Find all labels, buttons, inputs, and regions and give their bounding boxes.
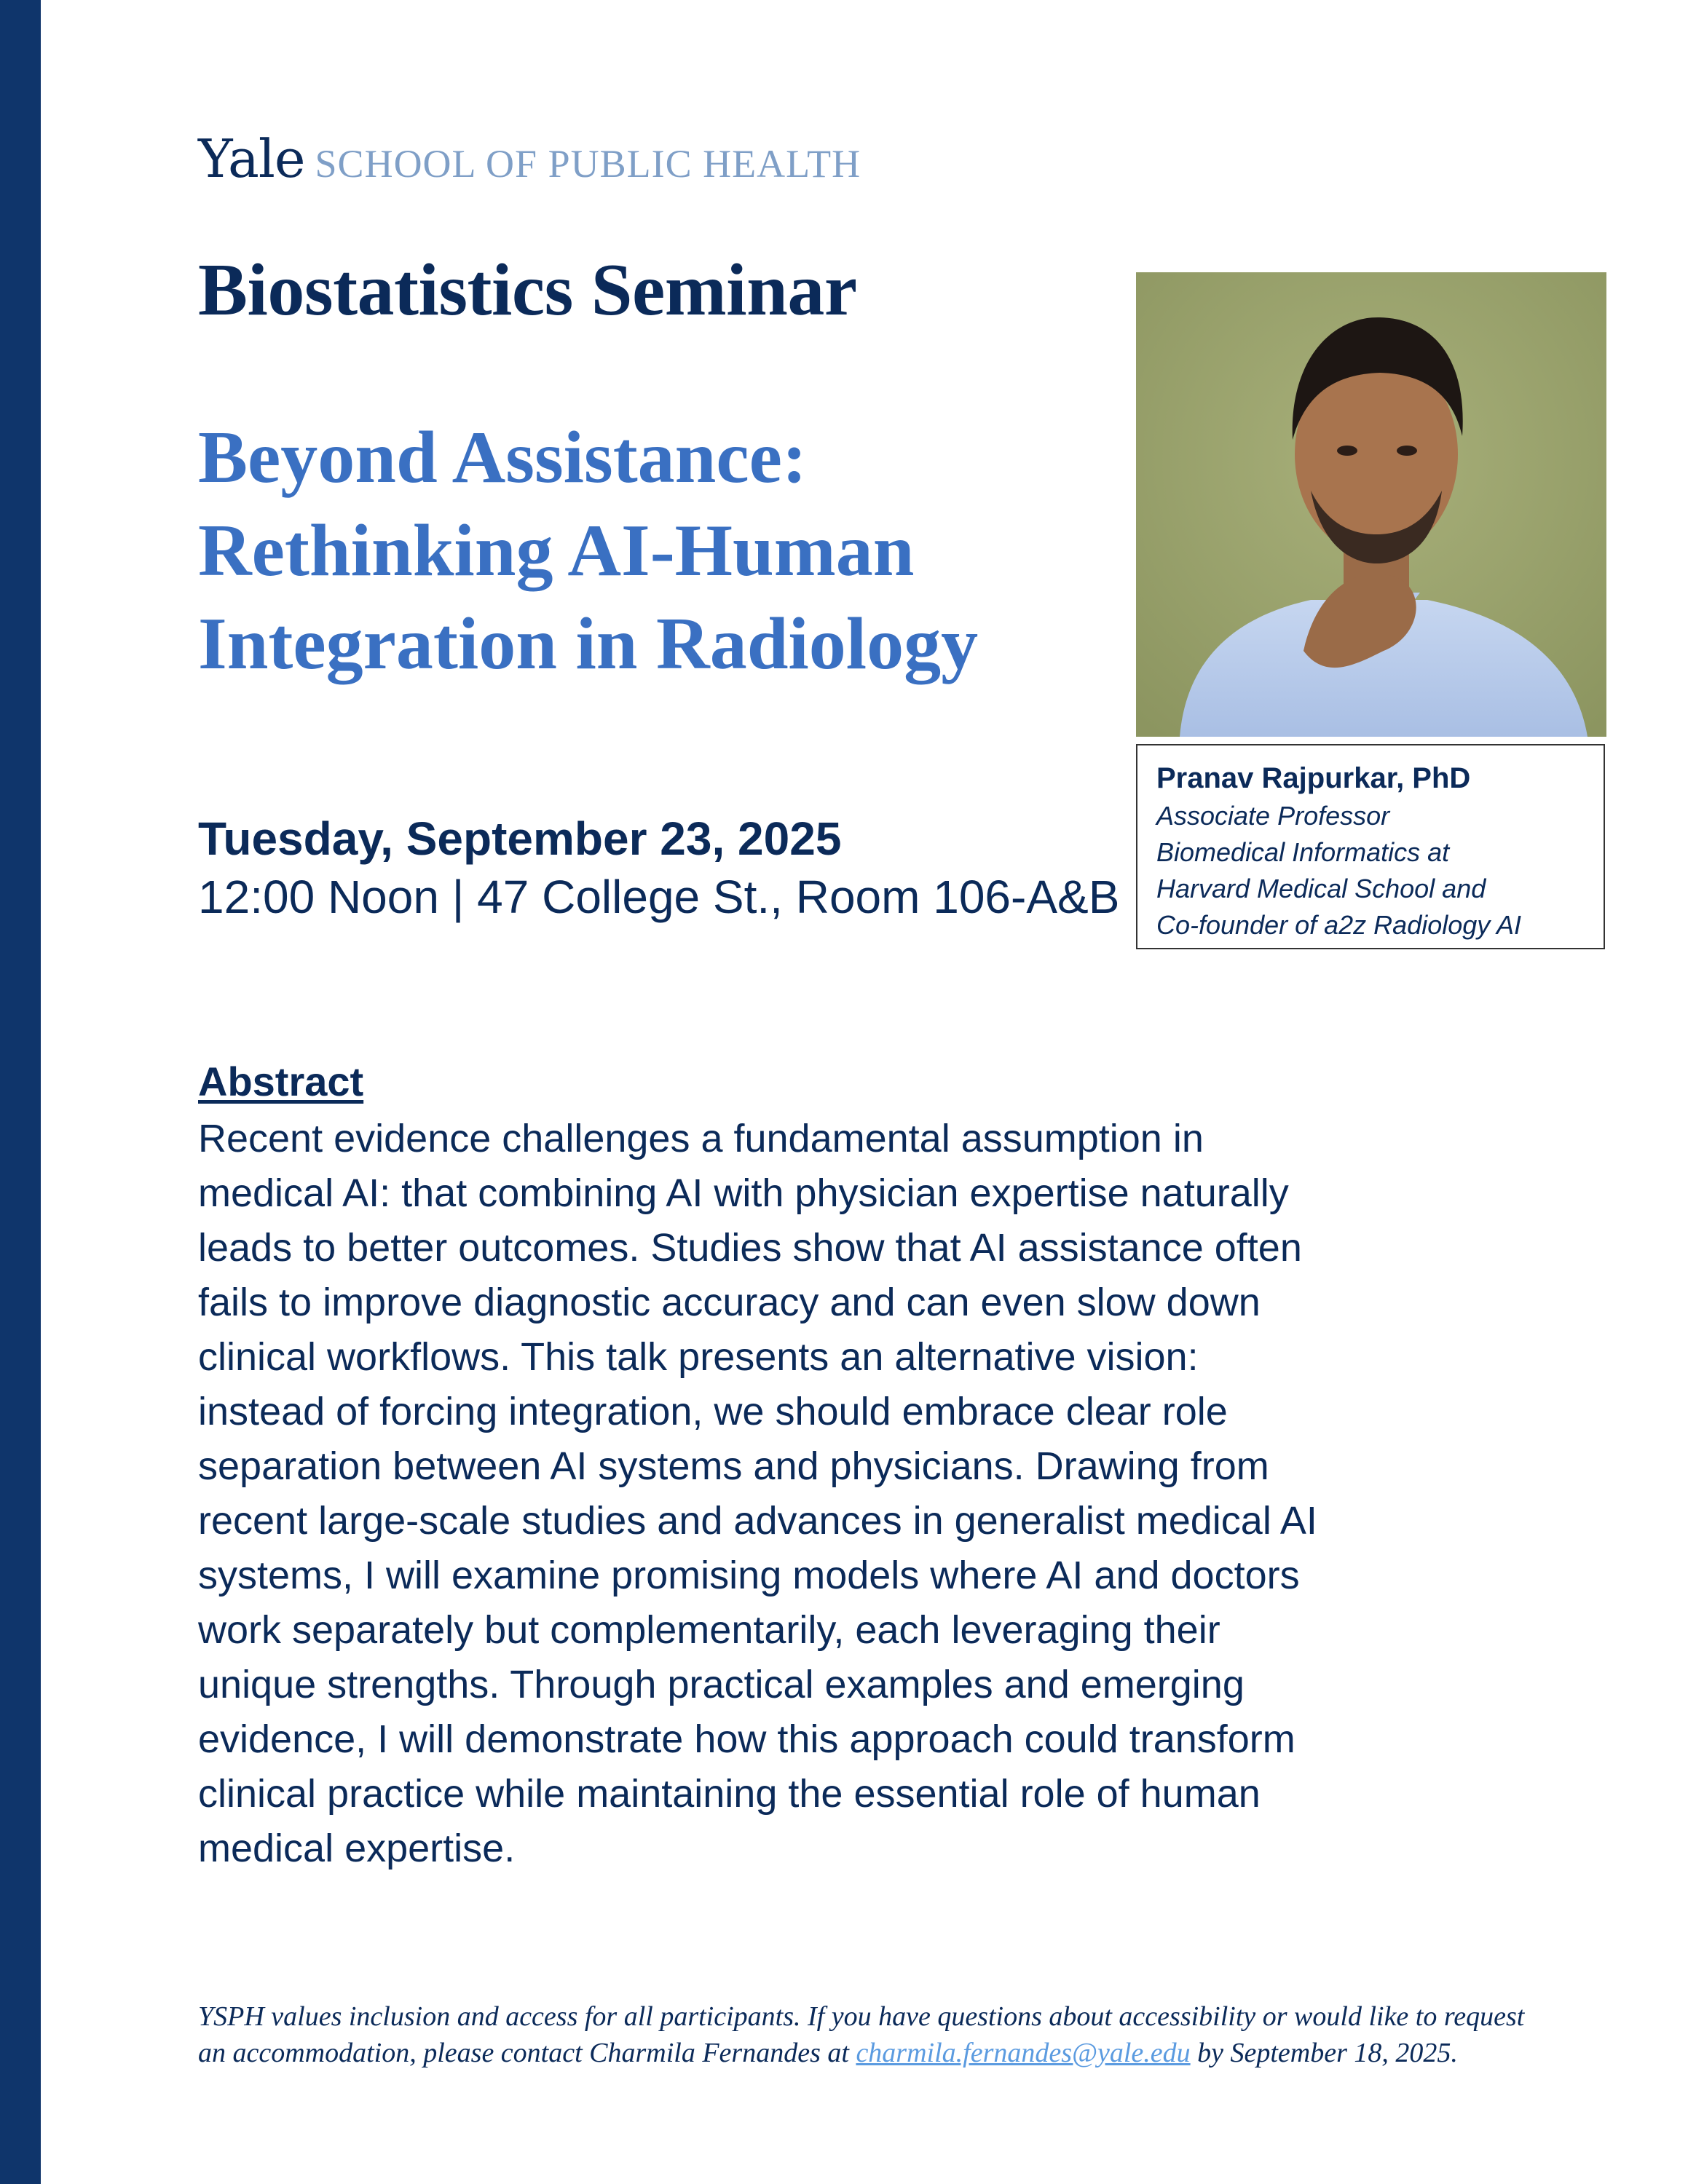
abstract-line: unique strengths. Through practical examples and emerging [198,1663,1245,1706]
accessibility-note-line [198,2035,1524,2071]
speaker-photo [1136,272,1606,737]
speaker-affiliation-line: Biomedical Informatics at [1156,837,1450,867]
speaker-name: Pranav Rajpurkar, PhD [1156,762,1471,794]
logo-yale-wordmark: Yale [198,128,305,189]
abstract-line: instead of forcing integration, we should embrace clear role [198,1390,1228,1433]
abstract-body [198,1112,1317,1876]
abstract-line: clinical practice while maintaining the essential role of human [198,1772,1261,1816]
series-title: Biostatistics Seminar [198,249,857,331]
abstract-line: medical AI: that combining AI with physician expertise naturally [198,1171,1289,1215]
abstract-line: systems, I will examine promising models where AI and doctors [198,1554,1300,1597]
event-date: Tuesday, September 23, 2025 [198,812,842,865]
abstract-line: fails to improve diagnostic accuracy and can even slow down [198,1281,1261,1324]
abstract-line: medical expertise. [198,1827,516,1870]
abstract-line: Recent evidence challenges a fundamental assumption in [198,1117,1204,1160]
abstract-line: clinical workflows. This talk presents an alternative vision: [198,1335,1199,1379]
speaker-affiliation-line: Associate Professor [1156,801,1390,831]
abstract-line: evidence, I will demonstrate how this approach could transform [198,1717,1295,1761]
contact-email-link[interactable]: charmila.fernandes@yale.edu [856,2038,1191,2068]
abstract-heading: Abstract [198,1059,364,1104]
accessibility-note-line: YSPH values inclusion and access for all participants. If you have questions about accessibility or would like to request [198,2001,1525,2032]
talk-title-line: Integration in Radiology [198,603,979,685]
accessibility-note-suffix: by September 18, 2025. [1197,2038,1458,2068]
event-time-location: 12:00 Noon | 47 College St., Room 106-A&B [198,871,1120,923]
accessibility-note [198,1998,1524,2071]
talk-title [198,411,1108,691]
speaker-info-box [1136,744,1605,949]
yale-sph-logo [198,128,861,189]
talk-title-line: Rethinking AI-Human [198,510,915,592]
logo-school-name: SCHOOL OF PUBLIC HEALTH [315,142,861,186]
abstract-line: recent large-scale studies and advances in generalist medical AI [198,1499,1317,1543]
speaker-affiliation-line: Co-founder of a2z Radiology AI [1156,910,1521,940]
abstract-line: separation between AI systems and physicians. Drawing from [198,1444,1269,1488]
talk-title-line: Beyond Assistance: [198,416,807,499]
speaker-affiliation-line: Harvard Medical School and [1156,874,1486,903]
abstract-line: work separately but complementarily, each leveraging their [198,1608,1220,1652]
abstract-line: leads to better outcomes. Studies show that AI assistance often [198,1226,1302,1270]
left-accent-bar [0,0,41,2184]
accessibility-note-prefix: an accommodation, please contact Charmila Fernandes at [198,2038,849,2068]
